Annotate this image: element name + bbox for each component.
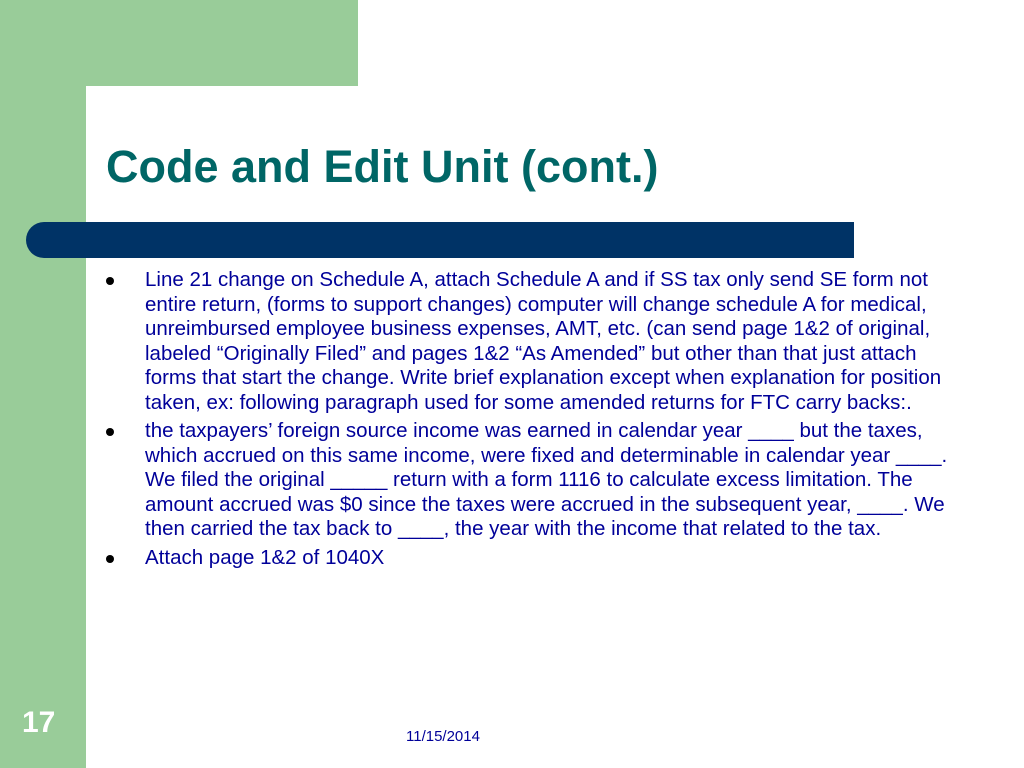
- bullet-item: [104, 546, 964, 571]
- bullet-item: [104, 419, 964, 542]
- bullet-text: Line 21 change on Schedule A, attach Schedule A and if SS tax only send SE form not entire return, (forms to support changes) computer will change schedule A for medical, unreimbursed employee business expenses, AMT, etc. (can send page 1&2 of original, labeled “Originally Filed” and pages 1&2 “As Amended” but other than that just attach forms that start the change. Write brief explanation except when explanation for position taken, ex: following paragraph used for some amended returns for FTC carry backs:.: [145, 268, 942, 414]
- bullet-dot-icon: [106, 428, 114, 436]
- footer-date: 11/15/2014: [406, 728, 480, 745]
- bullet-dot-icon: [106, 277, 114, 285]
- bullet-text: Attach page 1&2 of 1040X: [145, 545, 385, 569]
- slide-number: 17: [22, 706, 56, 739]
- bullet-item: [104, 268, 964, 415]
- title-underline-bar: [26, 222, 854, 258]
- bullet-dot-icon: [106, 555, 114, 563]
- green-accent-top: [0, 0, 358, 86]
- slide-title: Code and Edit Unit (cont.): [106, 141, 659, 192]
- bullet-text: the taxpayers’ foreign source income was earned in calendar year ____ but the taxes, which accrued on this same income, were fixed and determinable in calendar year ____. We filed the original _____ return with a form 1116 to calculate excess limitation. The amount accrued was $0 since the taxes were accrued in the subsequent year, ____. We then carried the tax back to ____, the year with the income that related to the tax.: [145, 419, 948, 540]
- green-accent-left: [0, 0, 86, 768]
- bullet-list: [104, 268, 964, 574]
